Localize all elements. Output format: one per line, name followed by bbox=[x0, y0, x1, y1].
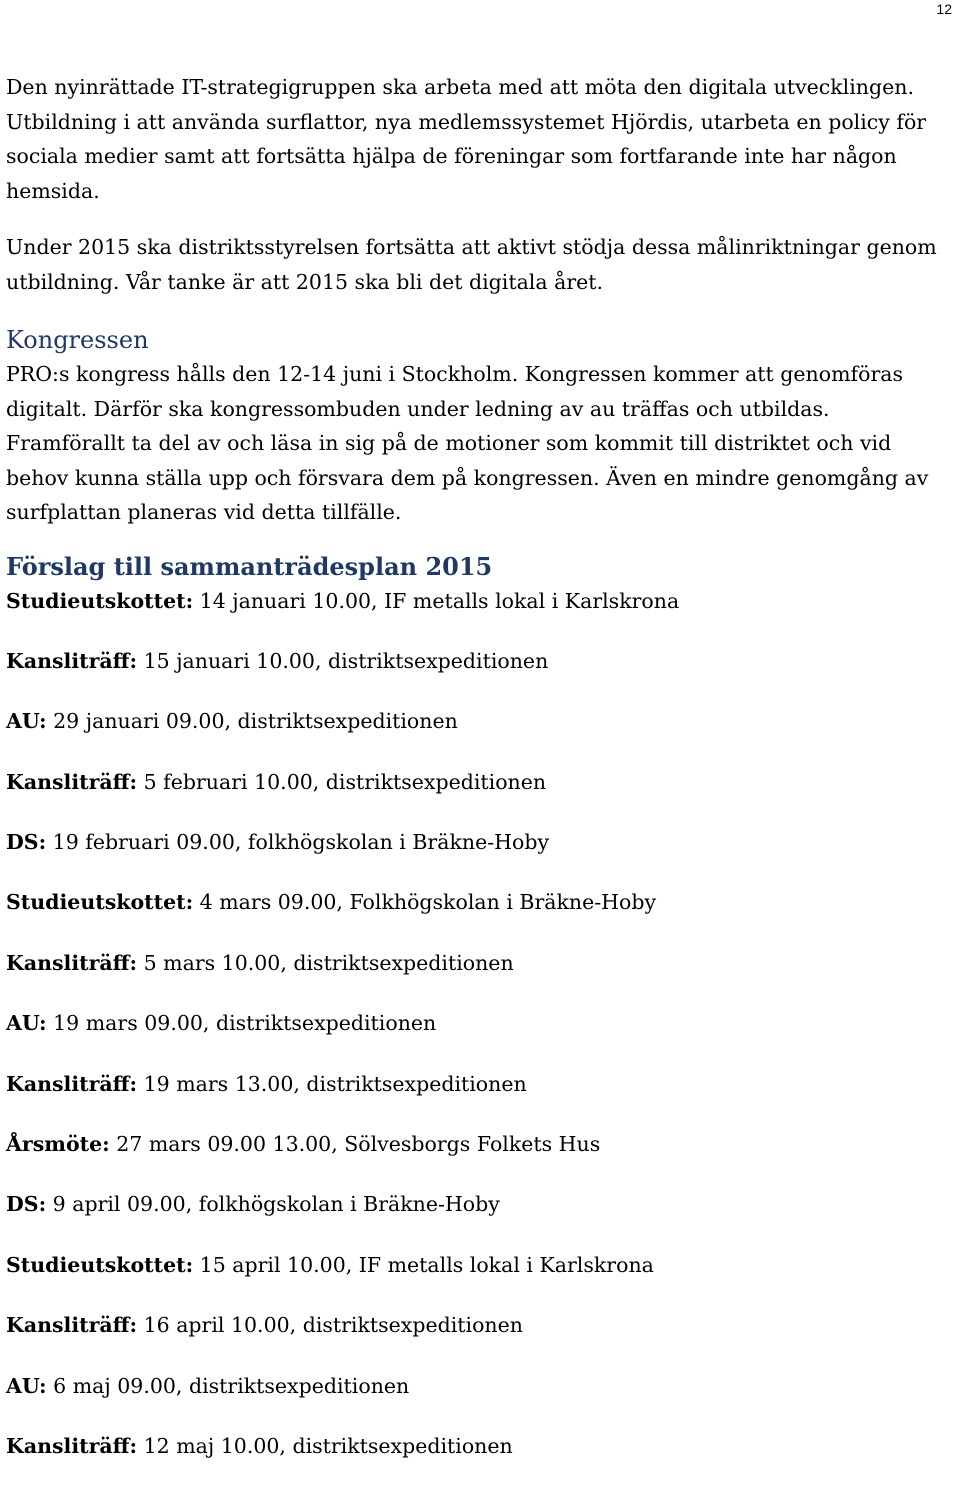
schedule-item bbox=[6, 644, 952, 678]
schedule-item-details: 15 april 10.00, IF metalls lokal i Karlskrona bbox=[193, 1252, 654, 1277]
schedule-item bbox=[6, 1369, 952, 1403]
paragraph-digital-year: Under 2015 ska distriktsstyrelsen fortsätta att aktivt stödja dessa målinriktningar genom utbildning. Vår tanke är att 2015 ska bli det digitala året. bbox=[6, 235, 937, 294]
schedule-item-label: Studieutskottet: bbox=[6, 890, 194, 915]
heading-kongressen: Kongressen bbox=[6, 326, 149, 354]
schedule-item-label: Kansliträff: bbox=[6, 769, 138, 794]
schedule-item-label: Kansliträff: bbox=[6, 1071, 138, 1096]
schedule-item bbox=[6, 765, 952, 799]
schedule-item-label: Studieutskottet: bbox=[6, 1252, 194, 1277]
schedule-item-details: 19 februari 09.00, folkhögskolan i Bräkne-Hoby bbox=[46, 830, 550, 855]
schedule-item-details: 15 januari 10.00, distriktsexpeditionen bbox=[137, 648, 549, 673]
schedule-item-details: 5 februari 10.00, distriktsexpeditionen bbox=[137, 769, 547, 794]
schedule-item bbox=[6, 946, 952, 980]
schedule-item bbox=[6, 1248, 952, 1282]
schedule-item bbox=[6, 1067, 952, 1101]
schedule-item bbox=[6, 1308, 952, 1342]
paragraph-kongressen: PRO:s kongress hålls den 12-14 juni i Stockholm. Kongressen kommer att genomföras digitalt. Därför ska kongressombuden under ledning av au träffas och utbildas. Framförallt ta del av och läsa in sig på de motioner som kommit till distriktet och vid behov kunna ställa upp och försvara dem på kongressen. Även en mindre genomgång av surfplattan planeras vid detta tillfälle. bbox=[6, 362, 929, 524]
paragraph-it-strategy: Den nyinrättade IT-strategigruppen ska arbeta med att möta den digitala utvecklingen. Utbildning i att använda surflattor, nya medlemssystemet Hjördis, utarbeta en policy för sociala medier samt att fortsätta hjälpa de föreningar som fortfarande inte har någon hemsida. bbox=[6, 75, 927, 203]
schedule-item-details: 27 mars 09.00 13.00, Sölvesborgs Folkets Hus bbox=[109, 1132, 601, 1157]
schedule-item-label: AU: bbox=[6, 709, 47, 734]
meeting-schedule-list bbox=[6, 584, 952, 1463]
schedule-item-label: Studieutskottet: bbox=[6, 588, 194, 613]
schedule-item-details: 12 maj 10.00, distriktsexpeditionen bbox=[137, 1433, 513, 1458]
page-number: 12 bbox=[936, 1, 952, 17]
schedule-item-label: Kansliträff: bbox=[6, 950, 138, 975]
schedule-item-label: Kansliträff: bbox=[6, 648, 138, 673]
schedule-item-label: Kansliträff: bbox=[6, 1433, 138, 1458]
schedule-item bbox=[6, 1127, 952, 1161]
schedule-item bbox=[6, 1187, 952, 1221]
schedule-item bbox=[6, 584, 952, 618]
schedule-item-details: 16 april 10.00, distriktsexpeditionen bbox=[137, 1313, 523, 1338]
schedule-item-details: 19 mars 09.00, distriktsexpeditionen bbox=[46, 1011, 437, 1036]
schedule-item bbox=[6, 885, 952, 919]
schedule-item-label: Kansliträff: bbox=[6, 1313, 138, 1338]
schedule-item-details: 5 mars 10.00, distriktsexpeditionen bbox=[137, 950, 514, 975]
schedule-item-label: DS: bbox=[6, 1192, 47, 1217]
schedule-item-details: 4 mars 09.00, Folkhögskolan i Bräkne-Hoby bbox=[193, 890, 657, 915]
schedule-item-details: 29 januari 09.00, distriktsexpeditionen bbox=[46, 709, 458, 734]
schedule-item bbox=[6, 1429, 952, 1463]
schedule-item-label: DS: bbox=[6, 830, 47, 855]
schedule-item-label: AU: bbox=[6, 1373, 47, 1398]
schedule-item-details: 9 april 09.00, folkhögskolan i Bräkne-Hoby bbox=[46, 1192, 500, 1217]
schedule-item bbox=[6, 1006, 952, 1040]
heading-meeting-plan: Förslag till sammanträdesplan 2015 bbox=[6, 551, 493, 581]
schedule-item-label: Årsmöte: bbox=[6, 1132, 110, 1157]
schedule-item bbox=[6, 704, 952, 738]
document-body bbox=[6, 70, 952, 1463]
schedule-item bbox=[6, 825, 952, 859]
schedule-item-details: 6 maj 09.00, distriktsexpeditionen bbox=[46, 1373, 410, 1398]
schedule-item-details: 14 januari 10.00, IF metalls lokal i Karlskrona bbox=[193, 588, 680, 613]
schedule-item-label: AU: bbox=[6, 1011, 47, 1036]
schedule-item-details: 19 mars 13.00, distriktsexpeditionen bbox=[137, 1071, 527, 1096]
